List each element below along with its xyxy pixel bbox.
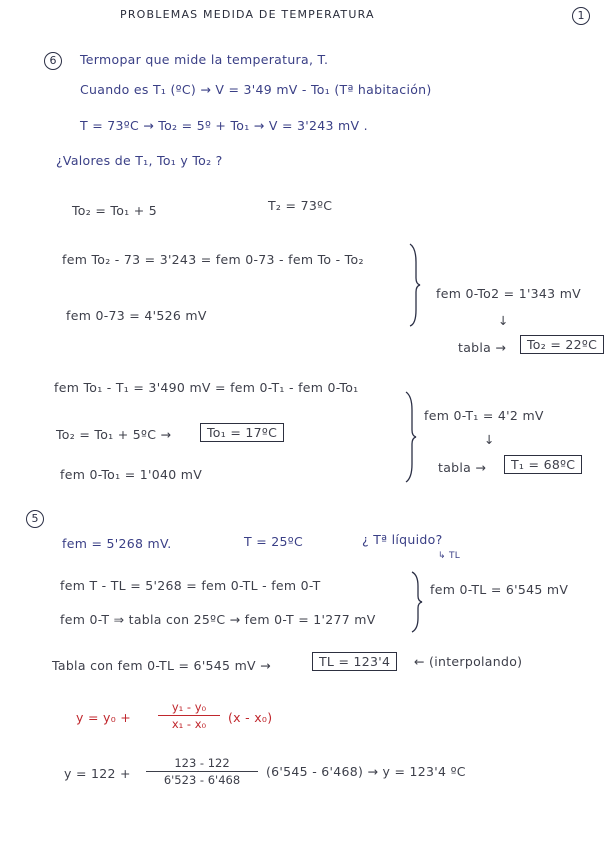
p6-eq-fem-0-73: fem 0-73 = 4'526 mV bbox=[66, 308, 207, 323]
brace-1 bbox=[408, 244, 420, 326]
p5-interpolating-note: ← (interpolando) bbox=[414, 654, 523, 669]
p6-eq-t2: T₂ = 73ºC bbox=[268, 198, 333, 213]
p5-calc-fraction bbox=[146, 756, 258, 787]
p6-line-condition-2: T = 73ºC → To₂ = 5º + To₁ → V = 3'243 mV . bbox=[80, 118, 368, 133]
p6-tabla-1-label: tabla → bbox=[458, 340, 507, 355]
brace-2 bbox=[404, 392, 416, 482]
p6-answer-t1-box: T₁ = 68ºC bbox=[504, 455, 582, 474]
p5-calc-fraction-bar bbox=[146, 771, 258, 772]
p5-calc-denominator: 6'523 - 6'468 bbox=[163, 773, 241, 787]
p5-question-sub: ↳ TL bbox=[438, 551, 461, 561]
p5-answer-tl-box: TL = 123'4 bbox=[312, 652, 397, 671]
p5-tabla-label: Tabla con fem 0-TL = 6'545 mV → bbox=[52, 658, 271, 673]
p6-result-fem-0-t1: fem 0-T₁ = 4'2 mV bbox=[424, 408, 544, 423]
p6-eq-to2-label: To₂ = To₁ + 5ºC → bbox=[56, 427, 172, 442]
p6-result-fem-0-to2: fem 0-To2 = 1'343 mV bbox=[436, 286, 582, 301]
page-header-title: PROBLEMAS MEDIDA DE TEMPERATURA bbox=[120, 8, 375, 21]
p6-arrow-down-1: ↓ bbox=[498, 313, 509, 328]
p5-result-fem-0-tl: fem 0-TL = 6'545 mV bbox=[430, 582, 569, 597]
p6-eq-fem-to2: fem To₂ - 73 = 3'243 = fem 0-73 - fem To - To₂ bbox=[62, 252, 364, 267]
p5-formula-numerator: y₁ - y₀ bbox=[171, 700, 207, 714]
p6-eq-fem-to1: fem To₁ - T₁ = 3'490 mV = fem 0-T₁ - fem 0-To₁ bbox=[54, 380, 359, 395]
p5-formula-left: y = y₀ + bbox=[76, 710, 132, 725]
p6-question: ¿Valores de T₁, To₁ y To₂ ? bbox=[56, 153, 223, 168]
p5-calc-right: (6'545 - 6'468) → y = 123'4 ºC bbox=[266, 764, 466, 779]
p6-tabla-2-label: tabla → bbox=[438, 460, 487, 475]
p5-eq-fem-0-t: fem 0-T ⇒ tabla con 25ºC → fem 0-T = 1'277 mV bbox=[60, 612, 376, 627]
p5-eq-fem-t-tl: fem T - TL = 5'268 = fem 0-TL - fem 0-T bbox=[60, 578, 321, 593]
p5-calc-left: y = 122 + bbox=[64, 766, 131, 781]
p5-fem-given: fem = 5'268 mV. bbox=[62, 536, 172, 551]
p6-arrow-down-2: ↓ bbox=[484, 432, 495, 447]
brace-3 bbox=[410, 572, 422, 632]
p5-t-given: T = 25ºC bbox=[244, 534, 303, 549]
p6-answer-to2-box: To₂ = 22ºC bbox=[520, 335, 604, 354]
p6-answer-to1-box: To₁ = 17ºC bbox=[200, 423, 284, 442]
p6-line-condition-1: Cuando es T₁ (ºC) → V = 3'49 mV - To₁ (Tª habitación) bbox=[80, 82, 432, 97]
page-number: 1 bbox=[572, 7, 590, 25]
p6-line-statement: Termopar que mide la temperatura, T. bbox=[80, 52, 329, 67]
p5-formula-fraction-bar bbox=[158, 715, 220, 716]
p5-question: ¿ Tª líquido? bbox=[362, 532, 443, 547]
problem-5-number: 5 bbox=[26, 510, 44, 528]
p5-calc-numerator: 123 - 122 bbox=[174, 756, 230, 770]
problem-6-number: 6 bbox=[44, 52, 62, 70]
p6-eq-fem-0-to1: fem 0-To₁ = 1'040 mV bbox=[60, 467, 203, 482]
p6-eq-to2: To₂ = To₁ + 5 bbox=[72, 203, 158, 218]
p5-formula-right: (x - x₀) bbox=[228, 710, 273, 725]
p5-formula-fraction bbox=[158, 700, 220, 731]
p5-formula-denominator: x₁ - x₀ bbox=[171, 717, 207, 731]
